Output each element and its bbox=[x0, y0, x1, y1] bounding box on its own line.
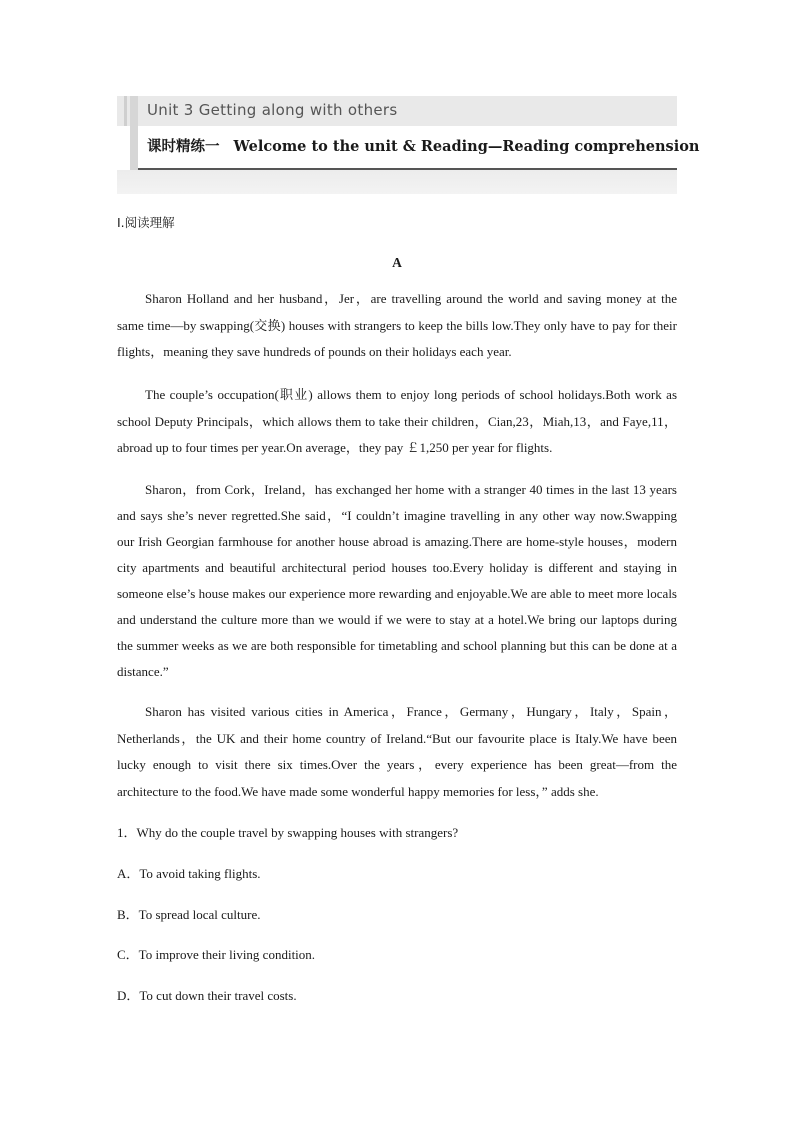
lesson-title bbox=[147, 135, 699, 156]
passage-letter: A bbox=[392, 255, 402, 270]
passage-paragraph-3: Sharon，from Cork，Ireland，has exchanged her home with a stranger 40 times in the last 13 years and says she’s never regretted.She said，“I couldn’t imagine travelling in any other way now.Swapping our Irish Georgian farmhouse for another house abroad is amazing.There are home-style houses，modern city apartments and beautiful architectural period houses too.Every holiday is different and staying in someone else’s house makes our experience more rewarding and enjoyable.We are able to meet more locals and understand the culture more than we would if we were to stay at a hotel.We bring our laptops during the summer weeks as we are both responsible for timetabling and school planning but this can be done at a distance.” bbox=[117, 482, 677, 679]
option-c[interactable]: C．To improve their living condition. bbox=[117, 947, 316, 962]
question-1: 1．Why do the couple travel by swapping houses with strangers? bbox=[117, 825, 459, 840]
section-label: Ⅰ.阅读理解 bbox=[117, 215, 175, 230]
option-b[interactable]: B．To spread local culture. bbox=[117, 907, 261, 922]
option-a[interactable]: A．To avoid taking flights. bbox=[117, 866, 261, 881]
passage-paragraph-1: Sharon Holland and her husband，Jer，are travelling around the world and saving money at the same time—by swapping(交换) houses with strangers to keep the bills low.They only have to pay for their flights，meaning they save hundreds of pounds on their holidays each year. bbox=[117, 291, 677, 360]
lesson-title-cn: 课时精练一 bbox=[147, 139, 220, 155]
passage-paragraph-4: Sharon has visited various cities in America，France，Germany，Hungary，Italy，Spain，Netherlands，the UK and their home country of Ireland.“But our favourite place is Italy.We have been lucky enough to visit there six times.Over the years，every experience has been great—from the architecture to the food.We have made some wonderful happy memories for less，” adds she. bbox=[117, 704, 677, 800]
lesson-title-en: Welcome to the unit & Reading—Reading comprehension bbox=[233, 138, 700, 155]
lesson-title-underline bbox=[138, 168, 677, 170]
header-accent-bar bbox=[130, 96, 138, 170]
option-d[interactable]: D．To cut down their travel costs. bbox=[117, 988, 297, 1003]
unit-title: Unit 3 Getting along with others bbox=[147, 101, 398, 119]
header-accent-bar-outer bbox=[124, 96, 127, 126]
passage-paragraph-2: The couple’s occupation(职业) allows them to enjoy long periods of school holidays.Both work as school Deputy Principals，which allows them to take their children，Cian,23，Miah,13，and Faye,11，abroad up to four times per year.On average，they pay ￡1,250 per year for flights. bbox=[117, 387, 677, 456]
